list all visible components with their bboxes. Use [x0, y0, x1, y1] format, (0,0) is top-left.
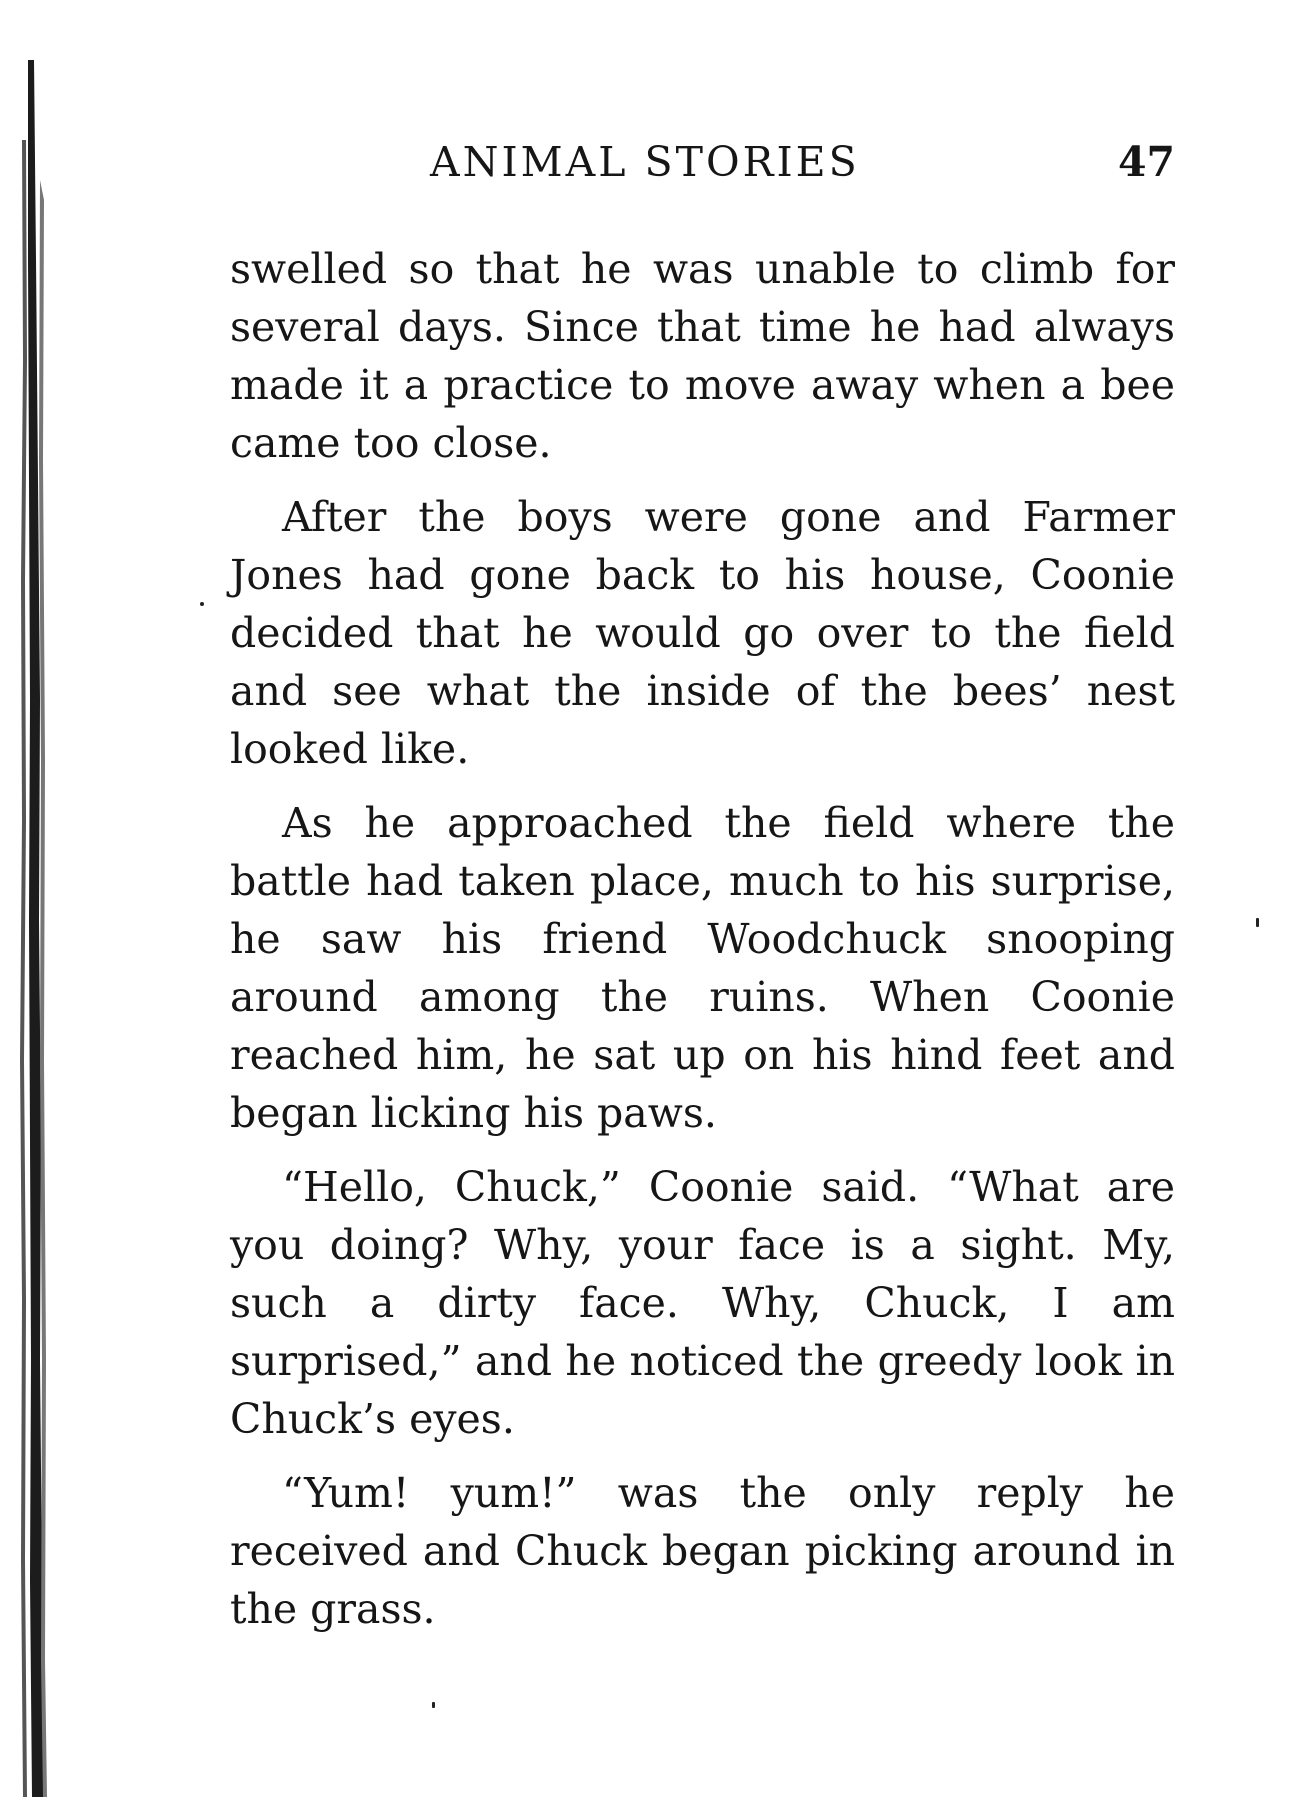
running-head: ANIMAL STORIES — [430, 138, 860, 186]
scan-speck — [200, 602, 204, 606]
binding-edge — [14, 60, 50, 1797]
scan-speck — [432, 1702, 435, 1708]
paragraph: As he approached the field where the battle had taken place, much to his surprise, he saw his friend Woodchuck snooping around among the ruins. When Coonie reached him, he sat up on his hind feet and began licking his paws. — [230, 799, 1175, 1137]
page-header — [230, 138, 1175, 198]
paragraph: “Hello, Chuck,” Coonie said. “What are you doing? Why, your face is a sight. My, such a dirty face. Why, Chuck, I am surprised,” and he noticed the greedy look in Chuck’s eyes. — [230, 1163, 1175, 1443]
paragraph: “Yum! yum!” was the only reply he received and Chuck began picking around in the grass. — [230, 1469, 1175, 1633]
page-number: 47 — [1117, 138, 1175, 186]
paragraph-continuation: swelled so that he was unable to climb for several days. Since that time he had always made it a practice to move away when a bee came too close. — [230, 245, 1175, 467]
scan-speck — [1256, 918, 1259, 927]
paragraph: After the boys were gone and Farmer Jones had gone back to his house, Coonie decided that he would go over to the field and see what the inside of the bees’ nest looked like. — [230, 493, 1175, 773]
body-text — [230, 240, 1175, 1638]
